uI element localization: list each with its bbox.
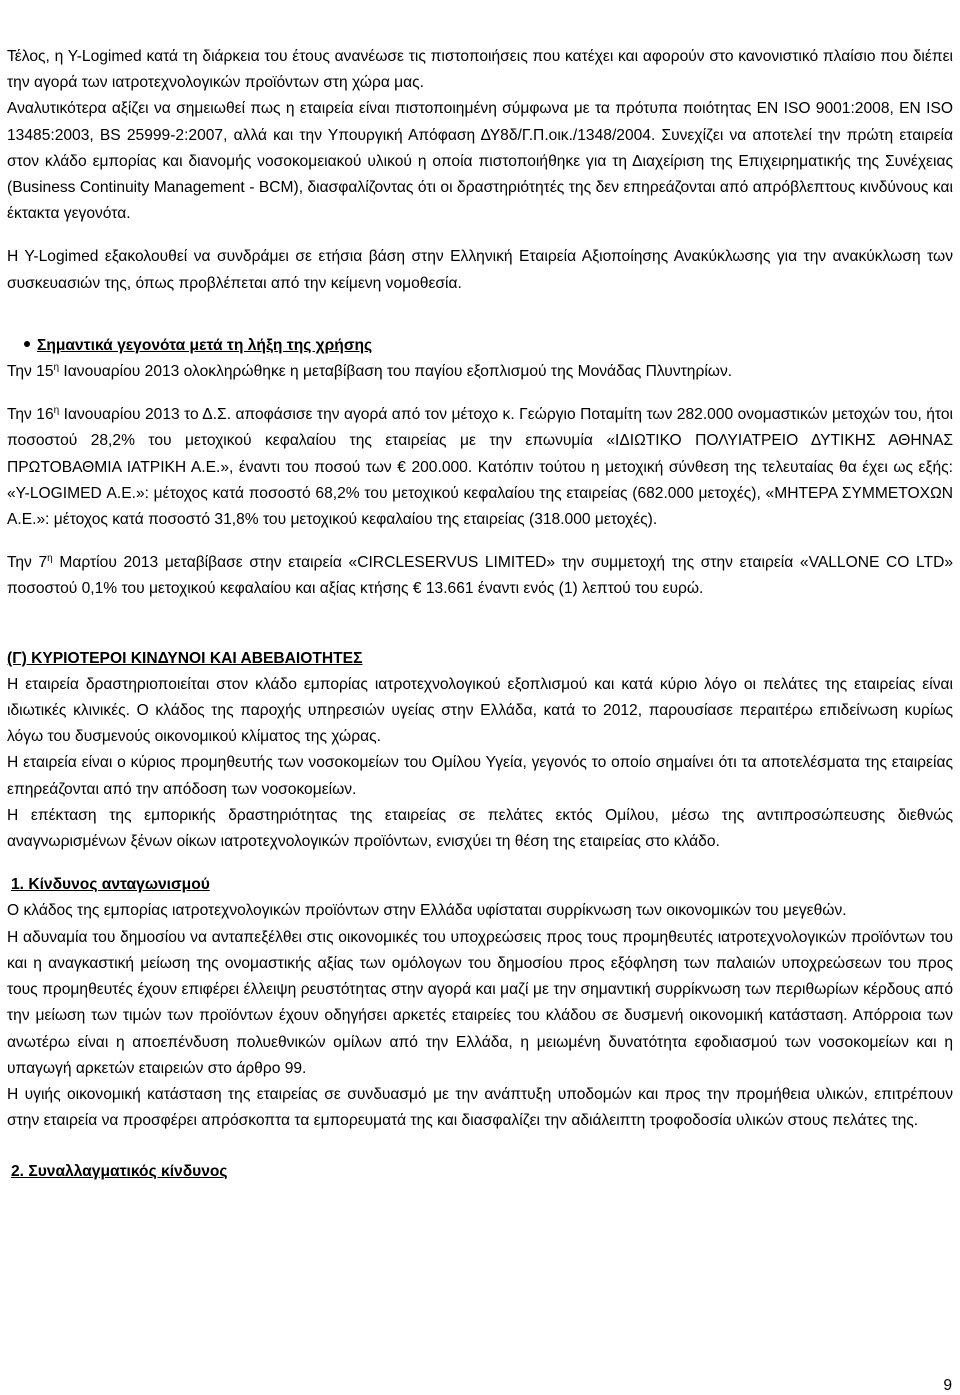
- competition-paragraph-3: Η υγιής οικονομική κατάσταση της εταιρείας σε συνδυασμό με την ανάπτυξη υποδομών και προς την προμήθεια υλικών, επιτρέπουν στην εταιρεία να προσφέρει απρόσκοπτα τα εμπορευματά της και διασφαλίζει την αδιάλειπτη τροφοδοσία υλικών στους πελάτες της.: [7, 1085, 953, 1130]
- risks-paragraph-3: Η επέκταση της εμπορικής δραστηριότητας της εταιρείας σε πελάτες εκτός Ομίλου, μέσω της αντιπροσώπευσης διεθνώς αναγνωρισμένων ξένων οίκων ιατροτεχνολογικών προϊόντων, ενισχύει τη θέση της εταιρείας στο κλάδο.: [7, 806, 953, 851]
- event-2-text-a: Ιανουαρίου 2013 το Δ.Σ. αποφάσισε την αγορά από τον μέτοχο κ. Γεώργιο Ποταμίτη των 282.000 ονομαστικών μετοχών του, ήτοι ποσοστού 28,2% του μετοχικού κεφαλαίου της εταιρείας με την επωνυμία «ΙΔΙΩΤΙΚΟ ΠΟΛΥΙΑΤΡΕΙΟ ΔΥΤΙΚΗΣ ΑΘΗΝΑΣ ΠΡΩΤΟΒΑΘΜΙΑ ΙΑΤΡΙΚΗ Α.Ε.», έναντι του ποσού των: [7, 406, 953, 476]
- document-page: [7, 0, 953, 1186]
- events-heading-line: [7, 333, 953, 359]
- paragraph-recycling: Η Υ-Logimed εξακολουθεί να συνδράμει σε ετήσια βάση στην Ελληνική Εταιρεία Αξιοποίησης Ανακύκλωσης για την ανακύκλωση των συσκευασιών της, όπως προβλέπεται από την κείμενη νομοθεσία.: [7, 248, 953, 292]
- fx-risk-heading: 2. Συναλλαγματικός κίνδυνος: [11, 1163, 228, 1181]
- competition-paragraph-2: Η αδυναμία του δημοσίου να ανταπεξέλθει στις οικονομικές του υποχρεώσεις προς τους προμηθευτές ιατροτεχνολογικών προϊόντων του και η αναγκαστική μείωση της ονομαστικής αξίας των ομόλογων του δημοσίου προς εξόφληση των παλαιών υποχρεώσεων του προς τους προμηθευτές έχουν επιφέρει έλλειψη ρευστότητας στην αγορά και μαζί με την σημαντική συρρίκνωση των περιθωρίων κέρδους από την μείωση των τιμών των προϊόντων έχουν οδηγήσει αρκετές εταιρείες του κλάδου σε δυσμενή οικονομική κατάσταση. Απόρροια των ανωτέρω είναι η αποεπένδυση πολυεθνικών ομίλων από την Ελλάδα, η μειωμένη δυνατότητα εφοδιασμού των νοσοκομείων και η υπαγωγή αρκετών εταιρειών στο άρθρο 99.: [7, 928, 953, 1077]
- paragraph-certifications-renewal: Τέλος, η Υ-Logimed κατά τη διάρκεια του έτους ανανέωσε τις πιστοποιήσεις που κατέχει και αφορούν στο κανονιστικό πλαίσιο που διέπει την αγορά των ιατροτεχνολογικών προϊόντων στη χώρα μας.: [7, 48, 953, 92]
- paragraph-certifications-detail: Αναλυτικότερα αξίζει να σημειωθεί πως η εταιρεία είναι πιστοποιημένη σύμφωνα με τα πρότυπα ποιότητας EN ISO 9001:2008, EN ISO 13485:2003, BS 25999-2:2007, αλλά και την Υπουργική Απόφαση ΔΥ8δ/Γ.Π.οικ./1348/2004. Συνεχίζει να αποτελεί την πρώτη εταιρεία στον κλάδο εμπορίας και διανομής νοσοκομειακού υλικού η οποία πιστοποιήθηκε για τη Διαχείριση της Επιχειρηματικής της Συνέχειας (Business Continuity Management - BCM), διασφαλίζοντας ότι οι δραστηριότητές της δεν επηρεάζονται από απρόβλεπτους κινδύνους και έκτακτα γεγονότα.: [7, 100, 953, 223]
- bullet-icon: [24, 341, 30, 347]
- risks-heading: (Γ) ΚΥΡΙΟΤΕΡΟΙ ΚΙΝΔΥΝΟΙ ΚΑΙ ΑΒΕΒΑΙΟΤΗΤΕΣ: [7, 649, 363, 667]
- event-participation-transfer: [7, 550, 953, 602]
- event-3-text-b: 13.661 έναντι ενός (1) λεπτού του ευρώ.: [421, 580, 704, 598]
- event-1-sup: η: [53, 361, 60, 373]
- page-number: 9: [943, 1377, 952, 1394]
- event-1-date: Την 15: [7, 363, 54, 381]
- event-2-date: Την 16: [7, 406, 54, 424]
- euro-sign: €: [412, 580, 422, 598]
- event-2-text-b: 200.000. Κατόπιν τούτου η μετοχική σύνθεση της τελευταίας θα έχει ως εξής: «Υ-LOGIMED Α.Ε.»: μέτοχος κατά ποσοστό 68,2% του μετοχικού κεφαλαίου της εταιρείας (682.000 μετοχές), «ΜΗΤΕΡΑ ΣΥΜΜΕΤΟΧΩΝ Α.Ε.»: μέτοχος κατά ποσοστό 31,8% του μετοχικού κεφαλαίου της εταιρείας (318.000 μετοχές).: [7, 458, 953, 529]
- event-3-sup: η: [47, 553, 53, 565]
- event-3-text-a: Μαρτίου 2013 μεταβίβασε στην εταιρεία «CIRCLESERVUS LIMITED» την συμμετοχή της στην εταιρεία «VALLONE CO LTD» ποσοστού 0,1% του μετοχικού κεφαλαίου και αξίας κτήσης: [7, 554, 954, 598]
- risks-paragraph-2: Η εταιρεία είναι ο κύριος προμηθευτής των νοσοκομείων του Ομίλου Υγεία, γεγονός το οποίο σημαίνει ότι τα αποτελέσματα της εταιρείας επηρεάζονται από την απόδοση των νοσοκομείων.: [7, 754, 953, 798]
- event-2-sup: η: [53, 405, 60, 417]
- event-share-purchase: [7, 402, 953, 533]
- events-heading: Σημαντικά γεγονότα μετά τη λήξη της χρήσης: [37, 336, 373, 354]
- event-3-date: Την 7: [7, 554, 48, 572]
- risks-paragraph-1: Η εταιρεία δραστηριοποιείται στον κλάδο εμπορίας ιατροτεχνολογικού εξοπλισμού και κατά κύριο λόγο οι πελάτες της εταιρείας είναι ιδιωτικές κλινικές. Ο κλάδος της παροχής υπηρεσιών υγείας στην Ελλάδα, κατά το 2012, παρουσίασε περαιτέρω επιδείνωση κυρίως λόγω του δυσμενούς οικονομικού κλίματος της χώρας.: [7, 675, 953, 746]
- event-laundry-transfer: [7, 359, 953, 385]
- euro-sign: €: [397, 458, 406, 476]
- competition-paragraph-1: Ο κλάδος της εμπορίας ιατροτεχνολογικών προϊόντων στην Ελλάδα υφίσταται συρρίκνωση των οικονομικών του μεγεθών.: [7, 902, 847, 920]
- event-1-text: Ιανουαρίου 2013 ολοκληρώθηκε η μεταβίβαση του παγίου εξοπλισμού της Μονάδας Πλυντηρίων.: [59, 363, 733, 381]
- competition-heading: 1. Κίνδυνος ανταγωνισμού: [11, 876, 210, 894]
